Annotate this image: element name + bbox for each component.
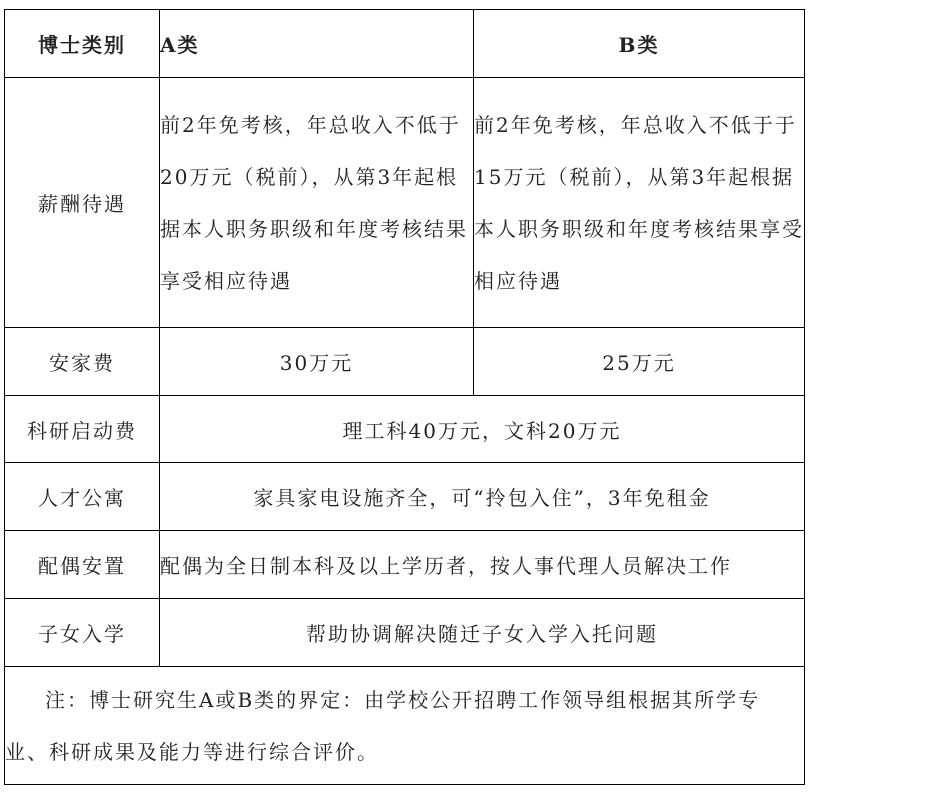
header-class-a: A类 bbox=[160, 10, 474, 78]
salary-class-a: 前2年免考核，年总收入不低于20万元（税前），从第3年起根据本人职务职级和年度考核结果享受相应待遇 bbox=[160, 78, 474, 328]
salary-class-b: 前2年免考核，年总收入不低于于15万元（税前），从第3年起根据本人职务职级和年度考核结果享受相应待遇 bbox=[474, 78, 805, 328]
header-row bbox=[5, 10, 805, 78]
benefits-table bbox=[4, 9, 805, 785]
salary-label: 薪酬待遇 bbox=[5, 78, 160, 328]
salary-row bbox=[5, 78, 805, 328]
children-label: 子女入学 bbox=[5, 599, 160, 667]
research-label: 科研启动费 bbox=[5, 396, 160, 463]
apartment-label: 人才公寓 bbox=[5, 463, 160, 531]
apartment-value: 家具家电设施齐全，可“拎包入住”，3年免租金 bbox=[160, 463, 805, 531]
apartment-row bbox=[5, 463, 805, 531]
children-row bbox=[5, 599, 805, 667]
spouse-row bbox=[5, 531, 805, 599]
settlement-label: 安家费 bbox=[5, 328, 160, 396]
spouse-value: 配偶为全日制本科及以上学历者，按人事代理人员解决工作 bbox=[160, 531, 805, 599]
settlement-class-b: 25万元 bbox=[474, 328, 805, 396]
header-class-b: B类 bbox=[474, 10, 805, 78]
settlement-row bbox=[5, 328, 805, 396]
spouse-label: 配偶安置 bbox=[5, 531, 160, 599]
research-row bbox=[5, 396, 805, 463]
note-text: 注：博士研究生A或B类的界定：由学校公开招聘工作领导组根据其所学专业、科研成果及能力等进行综合评价。 bbox=[5, 667, 805, 785]
note-row bbox=[5, 667, 805, 785]
children-value: 帮助协调解决随迁子女入学入托问题 bbox=[160, 599, 805, 667]
settlement-class-a: 30万元 bbox=[160, 328, 474, 396]
header-category: 博士类别 bbox=[5, 10, 160, 78]
research-value: 理工科40万元，文科20万元 bbox=[160, 396, 805, 463]
